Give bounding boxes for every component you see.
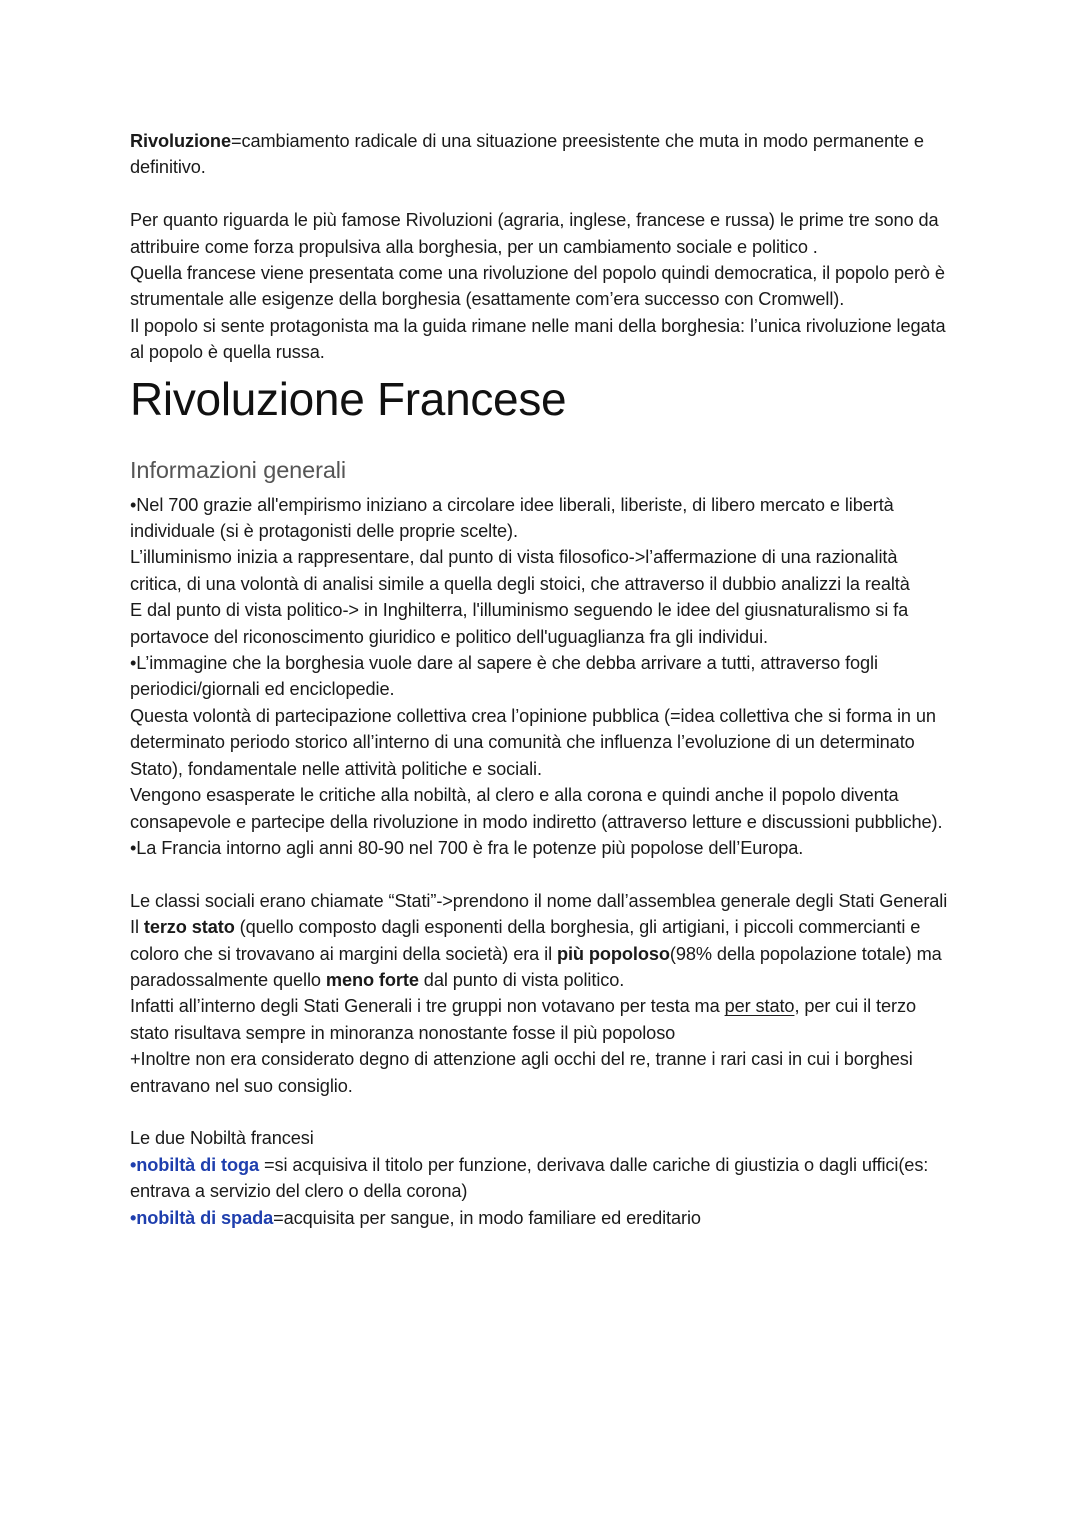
text-run: Infatti all’interno degli Stati Generali i tre gruppi non votavano per testa ma [130, 996, 725, 1017]
classes-paragraph-3 [130, 993, 950, 1046]
general-paragraph-6: Vengono esasperate le critiche alla nobiltà, al clero e alla corona e quindi anche il popolo diventa consapevole e partecipe della rivoluzione in modo indiretto (attraverso letture e discussioni pubbliche). [130, 785, 943, 832]
spacer [130, 181, 950, 207]
bold-term-piu-popoloso: più popoloso [556, 943, 670, 964]
section-subtitle: Informazioni generali [130, 456, 347, 483]
bold-term-terzo-stato: terzo stato [143, 917, 235, 938]
bold-term-meno-forte: meno forte [325, 969, 419, 990]
intro-paragraph-2: Quella francese viene presentata come una rivoluzione del popolo quindi democratica, il popolo però è strumentale alle esigenze della borghesia (esattamente com’era successo con Cromwell). [130, 263, 945, 310]
text-run: (98% della popolazione totale) ma paradossalmente quello [130, 943, 942, 990]
nobility-spada-text: =acquisita per sangue, in modo familiare ed ereditario [273, 1207, 701, 1228]
general-paragraph-1: •Nel 700 grazie all'empirismo iniziano a circolare idee liberali, liberiste, di libero mercato e libertà individuale (si è protagonisti delle proprie scelte). [130, 494, 894, 542]
nobility-toga-term: •nobiltà di toga [130, 1154, 260, 1175]
nobility-spada-term: •nobiltà di spada [130, 1207, 274, 1228]
spacer [130, 861, 950, 887]
nobility-spada-item [130, 1205, 950, 1231]
general-paragraph-4: •L’immagine che la borghesia vuole dare al sapere è che debba arrivare a tutti, attraverso fogli periodici/giornali ed enciclopedie. [130, 653, 878, 700]
text-run: (quello composto dagli esponenti della borghesia, gli artigiani, i piccoli commercianti e coloro che si trovavano ai margini della società) era il [130, 917, 921, 964]
document-page [130, 128, 950, 1231]
page-title: Rivoluzione Francese [130, 372, 567, 425]
general-paragraph-2: L’illuminismo inizia a rappresentare, dal punto di vista filosofico->l’affermazione di una razionalità critica, di una volontà di analisi simile a quella degli stoici, che attraverso il dubbio analizzi la realtà [130, 547, 910, 594]
underlined-term-per-stato: per stato [724, 996, 795, 1017]
general-paragraph-7: •La Francia intorno agli anni 80-90 nel 700 è fra le potenze più popolose dell’Europa. [130, 837, 804, 858]
text-run: dal punto di vista politico. [418, 969, 625, 990]
intro-paragraph-3: Il popolo si sente protagonista ma la guida rimane nelle mani della borghesia: l’unica rivoluzione legata al popolo è quella russa. [130, 315, 946, 363]
general-paragraph-3: E dal punto di vista politico-> in Inghilterra, l'illuminismo seguendo le idee del giusnaturalismo si fa portavoce del riconoscimento giuridico e politico dell'uguaglianza fra gli individui. [130, 600, 909, 647]
definition-paragraph [130, 128, 950, 181]
spacer [130, 1099, 950, 1125]
classes-paragraph-2 [130, 914, 950, 993]
nobility-toga-text: =si acquisiva il titolo per funzione, derivava dalle cariche di giustizia o dagli uffici(es: entrava a servizio del clero o della corona) [130, 1154, 929, 1202]
text-run: , per cui il terzo stato risultava sempre in minoranza nonostante fosse il più popoloso [130, 996, 916, 1043]
text-run: Il [130, 917, 144, 938]
nobility-heading: Le due Nobiltà francesi [130, 1128, 314, 1149]
intro-paragraph-1: Per quanto riguarda le più famose Rivoluzioni (agraria, inglese, francese e russa) le prime tre sono da attribuire come forza propulsiva alla borghesia, per un cambiamento sociale e politico . [130, 210, 939, 257]
definition-term: Rivoluzione [130, 131, 231, 151]
classes-paragraph-4: +Inoltre non era considerato degno di attenzione agli occhi del re, tranne i rari casi in cui i borghesi entravano nel suo consiglio. [130, 1049, 913, 1096]
classes-paragraph-1: Le classi sociali erano chiamate “Stati”->prendono il nome dall’assemblea generale degli Stati Generali [130, 890, 948, 911]
definition-text: =cambiamento radicale di una situazione preesistente che muta in modo permanente e definitivo. [130, 131, 924, 178]
nobility-toga-item [130, 1152, 950, 1205]
general-paragraph-5: Questa volontà di partecipazione collettiva crea l’opinione pubblica (=idea collettiva che si forma in un determinato periodo storico all’interno di una comunità che influenza l’evoluzione di un determinato Stato), fondamentale nelle attività politiche e sociali. [130, 705, 936, 779]
